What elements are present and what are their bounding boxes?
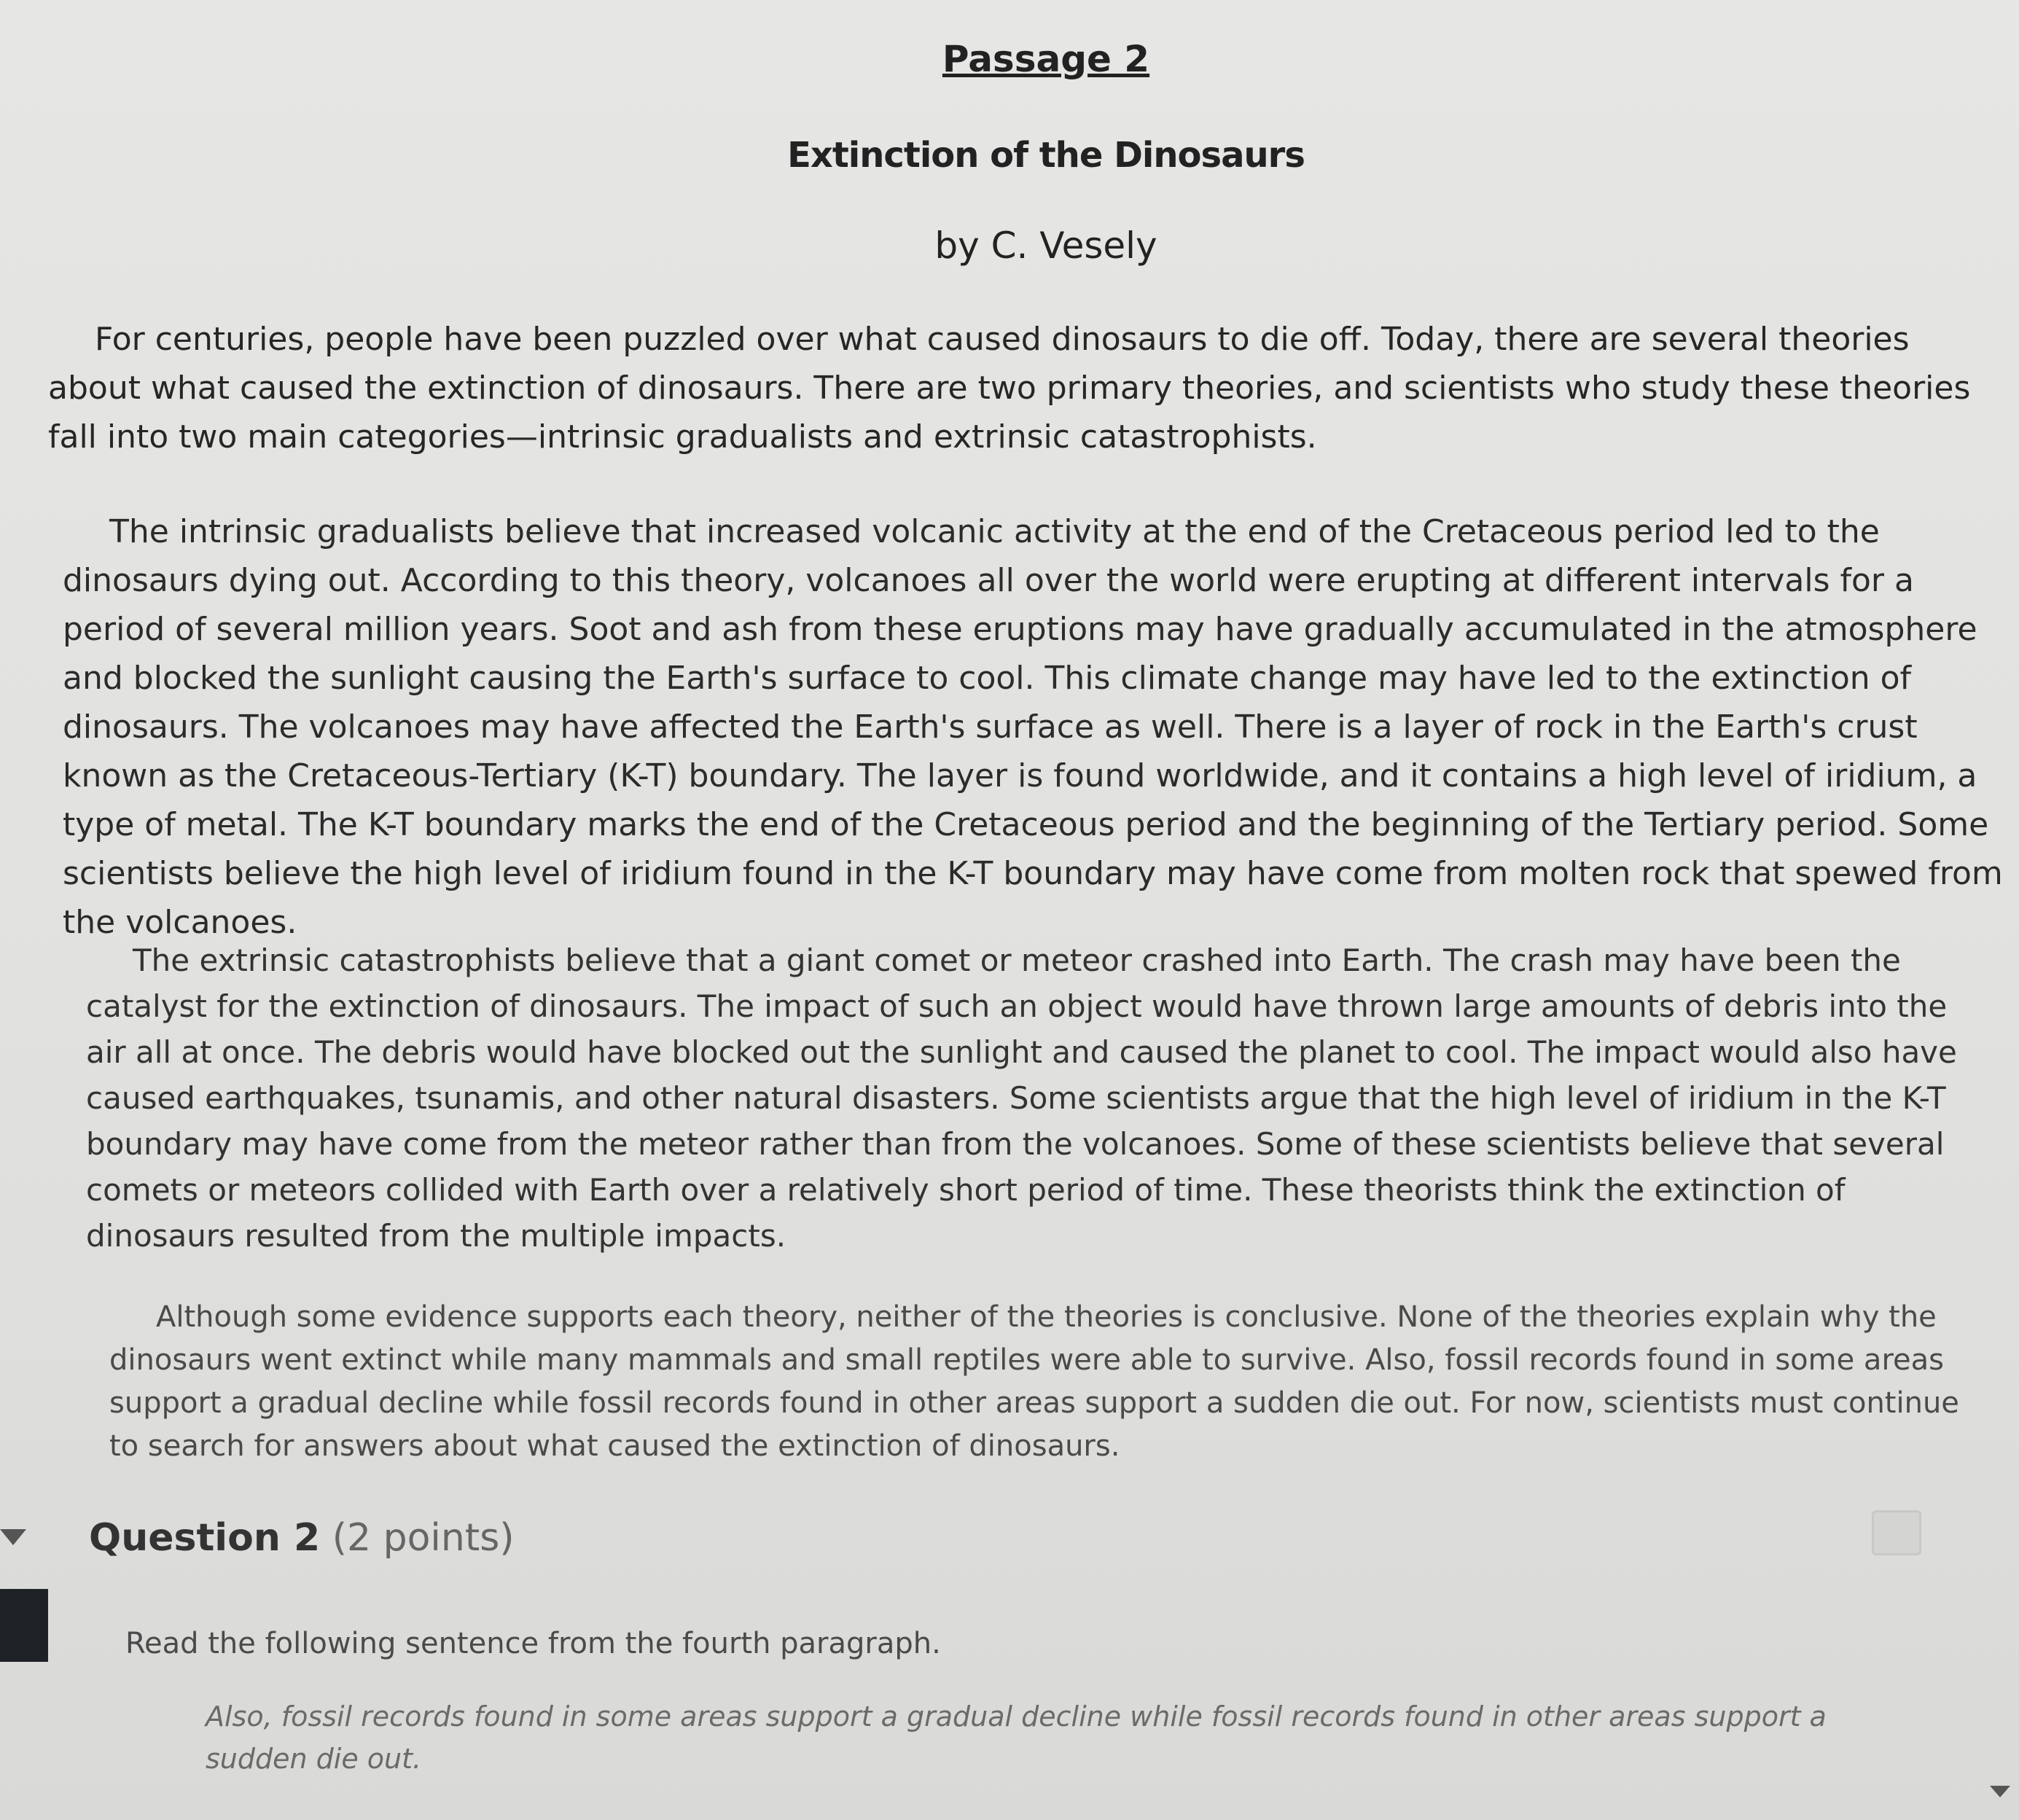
passage-paragraph-3: The extrinsic catastrophists believe that a giant comet or meteor crashed into Earth. The crash may have been the catalyst for the extinction of dinosaurs. The impact of such an object would have thrown large amounts of debris into the air all at once. The debris would have blocked out the sunlight and caused the planet to cool. The impact would also have caused earthquakes, tsunamis, and other natural disasters. Some scientists argue that the high level of iridium in the K-T boundary may have come from the meteor rather than from the volcanoes. Some of these scientists believe that several comets or meteors collided with Earth over a relatively short period of time. These theorists think the extinction of dinosaurs resulted from the multiple impacts.	[86, 942, 1957, 1254]
passage-paragraph-4: Although some evidence supports each theory, neither of the theories is conclusive. None of the theories explain why the dinosaurs went extinct while many mammals and small reptiles were able to survive. Also, fossil records found in some areas support a gradual decline while fossil records found in other areas support a sudden die out. For now, scientists must continue to search for answers about what caused the extinction of dinosaurs.	[109, 1300, 1959, 1463]
question-points: (2 points)	[332, 1516, 515, 1560]
passage-label: Passage 2	[942, 38, 1150, 80]
question-header	[89, 1516, 515, 1560]
question-prompt: Read the following sentence from the fourth paragraph.	[125, 1627, 941, 1660]
question-title: Question 2	[89, 1516, 321, 1560]
question-quote: Also, fossil records found in some areas support a gradual decline while fossil records found in other areas support a sudden die out.	[206, 1700, 1827, 1775]
caret-down-icon[interactable]	[0, 1529, 26, 1545]
passage-paragraph-1: For centuries, people have been puzzled over what caused dinosaurs to die off. Today, there are several theories about what caused the extinction of dinosaurs. There are two primary theories, and scientists who study these theories fall into two main categories—intrinsic gradualists and extrinsic catastrophists.	[48, 321, 1971, 456]
question-nav-marker[interactable]	[0, 1589, 48, 1662]
flag-icon[interactable]	[1872, 1510, 1921, 1555]
passage-author: by C. Vesely	[934, 224, 1157, 267]
passage-paragraph-2: The intrinsic gradualists believe that increased volcanic activity at the end of the Cretaceous period led to the dinosaurs dying out. According to this theory, volcanoes all over the world were erupting at different intervals for a period of several million years. Soot and ash from these eruptions may have gradually accumulated in the atmosphere and blocked the sunlight causing the Earth's surface to cool. This climate change may have led to the extinction of dinosaurs. The volcanoes may have affected the Earth's surface as well. There is a layer of rock in the Earth's crust known as the Cretaceous-Tertiary (K-T) boundary. The layer is found worldwide, and it contains a high level of iridium, a type of metal. The K-T boundary marks the end of the Cretaceous period and the beginning of the Tertiary period. Some scientists believe the high level of iridium found in the K-T boundary may have come from molten rock that spewed from the volcanoes.	[63, 513, 2003, 941]
passage-title: Extinction of the Dinosaurs	[787, 135, 1305, 176]
scroll-down-arrow-icon[interactable]	[1990, 1786, 2010, 1797]
